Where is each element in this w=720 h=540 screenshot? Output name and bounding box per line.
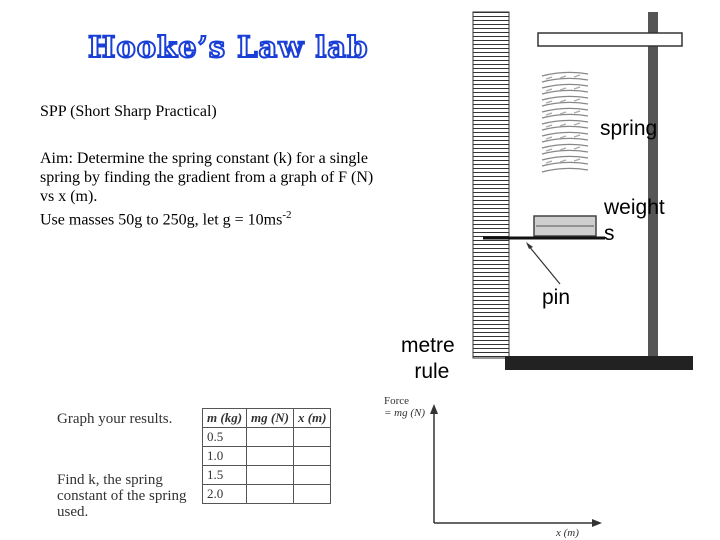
find-k-instruction <box>57 472 187 520</box>
graph-x-label: x (m) <box>556 527 579 539</box>
stand-pole <box>648 12 658 358</box>
table-cell <box>247 466 294 485</box>
results-table-header-row <box>203 409 331 428</box>
table-cell: 1.0 <box>203 447 247 466</box>
graph-y-axis-arrow <box>430 404 438 414</box>
table-cell <box>293 466 331 485</box>
results-table <box>202 408 331 504</box>
table-row <box>203 428 331 447</box>
weights-label <box>604 195 665 247</box>
header-extension: x (m) <box>293 409 331 428</box>
spring-label: spring <box>600 117 658 140</box>
metre-rule-label-line-2: rule <box>414 360 450 383</box>
page-title: Hooke’s Law lab <box>88 30 369 64</box>
find-k-line-1: Find k, the spring <box>57 472 163 488</box>
clamp-arm <box>538 33 682 46</box>
table-cell: 2.0 <box>203 485 247 504</box>
table-cell <box>293 485 331 504</box>
header-force: mg (N) <box>247 409 294 428</box>
table-cell: 0.5 <box>203 428 247 447</box>
graph-y-label-line-2: = mg (N) <box>384 407 426 419</box>
subtitle: SPP (Short Sharp Practical) <box>40 103 217 120</box>
graph-x-axis-arrow <box>592 519 602 527</box>
graph-y-label <box>384 395 425 419</box>
table-cell <box>293 447 331 466</box>
aim-line-4-text: Use masses 50g to 250g, let g = 10ms <box>40 211 283 229</box>
weights-label-line-2: s <box>604 222 615 245</box>
pin-label: pin <box>542 286 571 309</box>
weights-label-line-1: weight <box>604 196 665 219</box>
metre-rule-label <box>401 333 455 385</box>
pin-pointer-arrowhead <box>526 242 533 249</box>
aim-line-3: vs x (m). <box>40 188 98 205</box>
metre-rule-label-line-1: metre <box>401 334 455 357</box>
table-row <box>203 485 331 504</box>
table-cell <box>247 447 294 466</box>
table-cell: 1.5 <box>203 466 247 485</box>
find-k-line-2: constant of the spring <box>57 488 187 504</box>
pin-pointer-line <box>528 245 560 284</box>
table-cell <box>247 428 294 447</box>
graph-instruction: Graph your results. <box>57 411 173 427</box>
aim-line-2: spring by finding the gradient from a graph of F (N) <box>40 169 374 186</box>
aim-line-4-exponent: -2 <box>282 209 292 221</box>
stand-base <box>505 356 693 370</box>
table-row <box>203 466 331 485</box>
metre-rule <box>473 12 509 358</box>
spring <box>542 72 588 172</box>
table-cell <box>247 485 294 504</box>
table-row <box>203 447 331 466</box>
graph-y-label-line-1: Force <box>384 395 410 407</box>
header-mass: m (kg) <box>203 409 247 428</box>
find-k-line-3: used. <box>57 504 89 520</box>
table-cell <box>293 428 331 447</box>
aim-line-1: Aim: Determine the spring constant (k) for a single <box>40 150 368 167</box>
